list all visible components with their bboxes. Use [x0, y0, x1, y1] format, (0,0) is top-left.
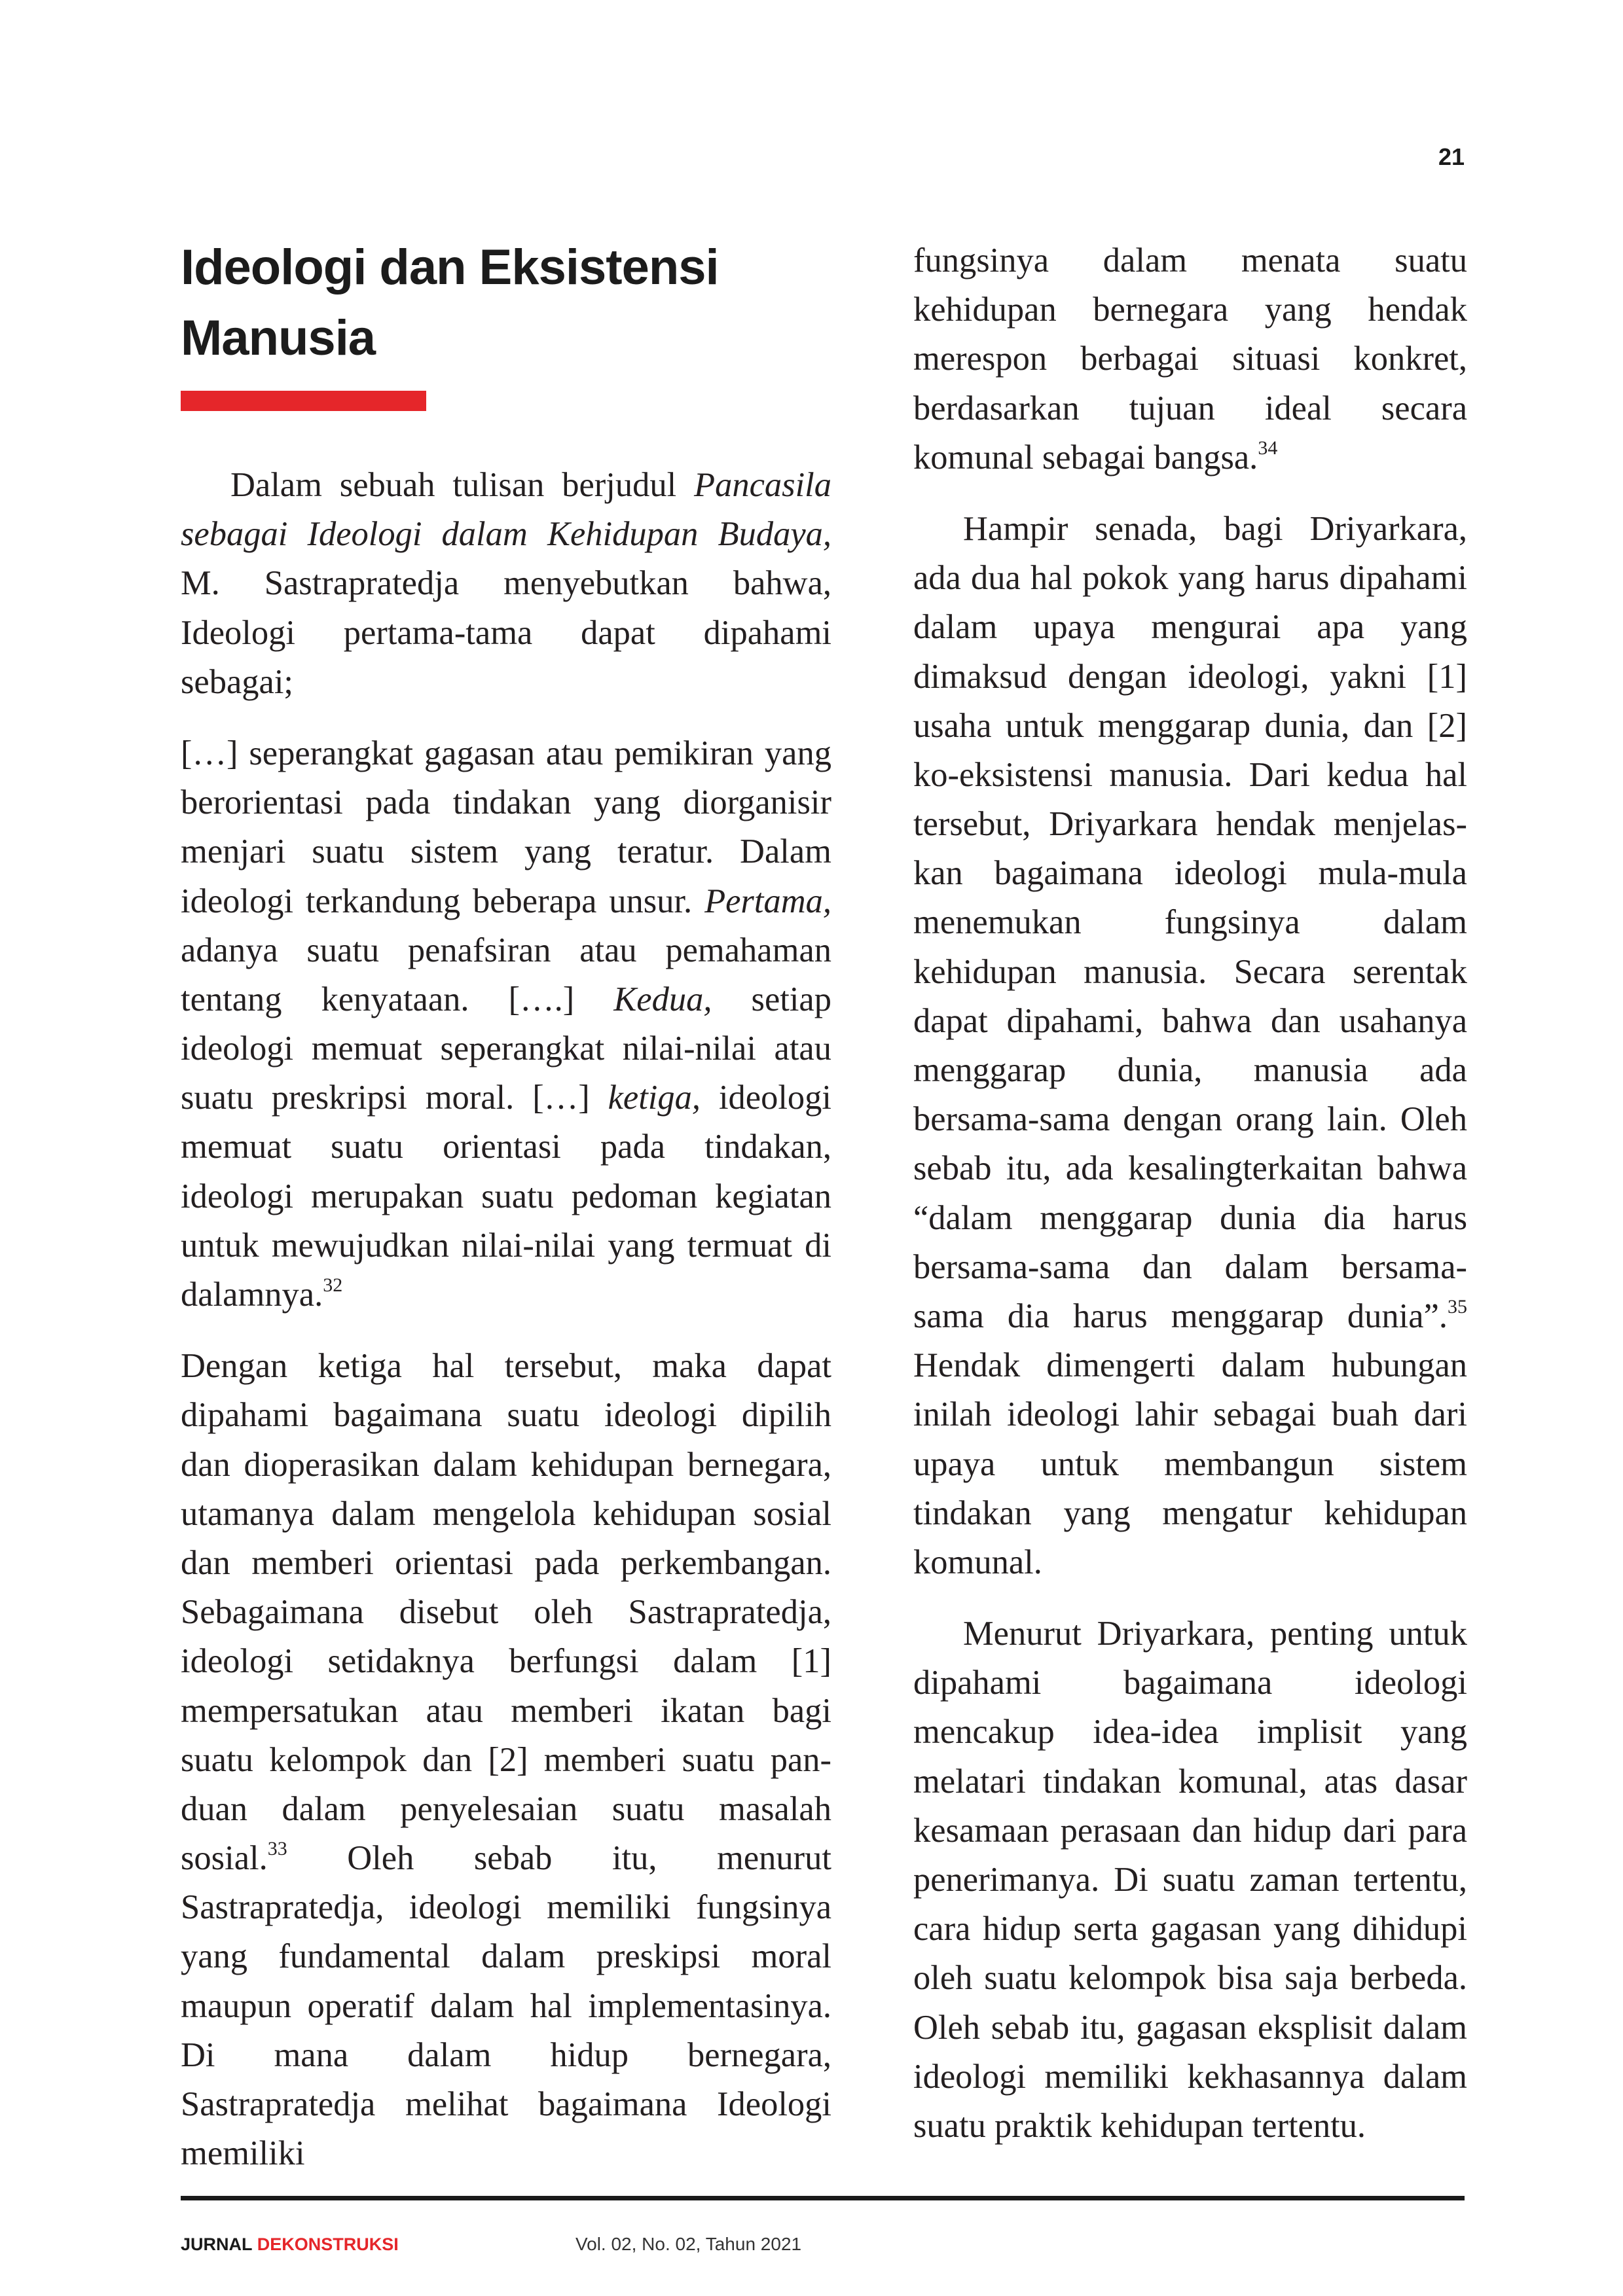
emphasis-text: ketiga,: [608, 1079, 701, 1117]
text-line: [181, 658, 831, 707]
line-text: Dalam sebuah tulisan berjudul: [230, 466, 695, 504]
text-line: [913, 849, 1467, 898]
line-text: ideologi merupakan suatu pedoman kegiatan: [181, 1177, 831, 1215]
line-text: dipahami bagaimana ideologi: [913, 1664, 1467, 1702]
text-line: [181, 1122, 831, 1172]
text-line: [913, 285, 1467, 334]
line-text: upaya untuk membangun sistem: [913, 1444, 1467, 1483]
text-line: [913, 1708, 1467, 1757]
text-line: [913, 1440, 1467, 1489]
line-text: dimaksud dengan ideologi, yakni [1]: [913, 657, 1467, 696]
line-text: berorientasi pada tindakan yang diorganisir: [181, 783, 831, 822]
text-line: [913, 1905, 1467, 1954]
line-text: mencakup idea-idea implisit yang: [913, 1713, 1467, 1751]
journal-name: [181, 2234, 399, 2254]
line-text: Menurut Driyarkara, penting untuk: [963, 1615, 1467, 1653]
text-line: [913, 236, 1467, 285]
line-text: Hendak dimengerti dalam hubungan: [913, 1346, 1467, 1385]
text-line: [913, 2053, 1467, 2102]
line-text: Sebagaimana disebut oleh Sastrapratedja,: [181, 1593, 831, 1632]
line-text: penerimanya. Di suatu zaman tertentu,: [913, 1861, 1467, 1899]
journal-title: DEKONSTRUKSI: [257, 2234, 399, 2254]
line-text: […] seperangkat gagasan atau pemikiran yang: [181, 734, 831, 772]
text-line: [181, 1883, 831, 1932]
page-number: 21: [1438, 143, 1465, 170]
text-line: [913, 1954, 1467, 2003]
text-line: [181, 1785, 831, 1834]
line-text: dapat dipahami, bahwa dan usahanya: [913, 1001, 1467, 1040]
line-text: adanya suatu penafsiran atau pemahaman: [181, 931, 831, 969]
text-line: [913, 751, 1467, 800]
text-line: [181, 827, 831, 876]
text-line: [181, 1441, 831, 1490]
line-text: maupun operatif dalam hal implementasinya.: [181, 1986, 831, 2025]
line-text: kesamaan perasaan dan hidup dari para: [913, 1811, 1467, 1850]
text-line: [913, 384, 1467, 433]
line-text: suatu kelompok dan [2] memberi suatu pan-: [181, 1740, 831, 1779]
line-text: dan dioperasikan dalam kehidupan bernegara,: [181, 1445, 831, 1484]
line-text: ideologi: [701, 1079, 831, 1117]
text-line: [181, 1024, 831, 1073]
text-line: [181, 1637, 831, 1686]
issue-info: Vol. 02, No. 02, Tahun 2021: [575, 2234, 802, 2254]
text-line: [181, 1172, 831, 1221]
footer-rule: [181, 2196, 1465, 2200]
text-line: [181, 975, 831, 1024]
line-text: Oleh sebab itu, menurut: [287, 1839, 831, 1878]
title-line: Manusia: [181, 310, 376, 366]
page-footer: [181, 2233, 835, 2256]
text-line: [181, 1736, 831, 1785]
line-text: memuat suatu orientasi pada tindakan,: [181, 1128, 831, 1166]
footnote-ref: 34: [1258, 437, 1278, 459]
line-text: ideologi terkandung beberapa unsur.: [181, 882, 705, 920]
line-text: memiliki: [181, 2134, 305, 2173]
line-text: kehidupan manusia. Secara serentak: [913, 952, 1467, 991]
line-text: fungsinya dalam menata suatu: [913, 242, 1467, 279]
text-line: [913, 997, 1467, 1046]
title-line: Ideologi dan Eksistensi: [181, 240, 719, 295]
text-line: [181, 1270, 831, 1319]
text-line: [913, 1292, 1467, 1341]
text-line: [913, 2003, 1467, 2053]
emphasis-text: Pancasila: [694, 466, 831, 504]
text-line: [913, 1095, 1467, 1144]
text-line: [913, 1489, 1467, 1538]
text-line: [913, 603, 1467, 652]
line-text: untuk mewujudkan nilai-nilai yang termuat di: [181, 1226, 831, 1265]
line-text: oleh suatu kelompok bisa saja berbeda.: [913, 1959, 1467, 1998]
line-text: Dengan ketiga hal tersebut, maka dapat: [181, 1347, 831, 1386]
line-text: Di mana dalam hidup bernegara,: [181, 2036, 831, 2074]
text-line: [913, 1538, 1467, 1587]
text-line: [913, 1856, 1467, 1905]
text-line: [181, 729, 831, 778]
line-text: suatu praktik kehidupan tertentu.: [913, 2106, 1366, 2145]
text-line: [181, 1073, 831, 1122]
line-text: tersebut, Driyarkara hendak menjelas-: [913, 805, 1467, 844]
line-text: merespon berbagai situasi konkret,: [913, 340, 1467, 378]
text-line: [181, 2129, 831, 2178]
line-text: Oleh sebab itu, gagasan eksplisit dalam: [913, 2008, 1467, 2047]
text-line: [913, 898, 1467, 947]
text-line: [181, 609, 831, 658]
text-line: [913, 1757, 1467, 1806]
line-text: suatu preskripsi moral. […]: [181, 1079, 608, 1117]
line-text: inilah ideologi lahir sebagai buah dari: [913, 1395, 1467, 1434]
text-line: [181, 1932, 831, 1981]
line-text: setiap: [712, 980, 831, 1018]
text-line: [913, 1046, 1467, 1095]
line-text: duan dalam penyelesaian suatu masalah: [181, 1789, 831, 1828]
text-line: [913, 653, 1467, 702]
text-line: [913, 1390, 1467, 1439]
line-text: tindakan yang mengatur kehidupan: [913, 1494, 1467, 1532]
text-line: [913, 1659, 1467, 1708]
text-line: [913, 334, 1467, 384]
line-text: dalamnya.: [181, 1276, 323, 1314]
line-text: menggarap dunia, manusia ada: [913, 1051, 1467, 1089]
line-text: usaha untuk menggarap dunia, dan [2]: [913, 706, 1467, 745]
line-text: ideologi memuat seperangkat nilai-nilai atau: [181, 1030, 831, 1068]
line-text: kehidupan bernegara yang hendak: [913, 291, 1467, 329]
text-line: [181, 1834, 831, 1883]
text-line: [181, 877, 831, 926]
text-line: [181, 1221, 831, 1270]
text-line: [181, 461, 831, 510]
text-line: [913, 554, 1467, 603]
text-line: [913, 1609, 1467, 1659]
emphasis-text: Pertama,: [704, 882, 831, 920]
text-line: [913, 1341, 1467, 1390]
text-line: [913, 702, 1467, 751]
text-line: [181, 2031, 831, 2080]
line-text: menemukan fungsinya dalam: [913, 903, 1467, 942]
paragraph: [181, 1342, 831, 2178]
text-line: [913, 1144, 1467, 1193]
emphasis-text: Kedua,: [613, 980, 712, 1018]
line-text: sosial.: [181, 1839, 268, 1878]
line-text: tentang kenyataan. [….]: [181, 980, 614, 1018]
text-line: [181, 926, 831, 975]
line-text: menjari suatu sistem yang teratur. Dalam: [181, 833, 831, 871]
footnote-ref: 35: [1448, 1295, 1467, 1318]
journal-prefix: JURNAL: [181, 2234, 253, 2254]
line-text: komunal sebagai bangsa.: [913, 438, 1258, 476]
text-line: [181, 1391, 831, 1440]
line-text: melatari tindakan komunal, atas dasar: [913, 1762, 1467, 1801]
line-text: ideologi memiliki kekhasannya dalam: [913, 2057, 1467, 2096]
footnote-ref: 32: [323, 1274, 343, 1296]
line-text: berdasarkan tujuan ideal secara: [913, 389, 1467, 427]
line-text: Sastrapratedja, ideologi memiliki fungsinya: [181, 1888, 831, 1927]
paragraph: [181, 461, 831, 707]
text-line: [913, 1806, 1467, 1856]
line-text: yang fundamental dalam preskipsi moral: [181, 1937, 831, 1976]
text-line: [181, 1342, 831, 1391]
footnote-ref: 33: [267, 1838, 287, 1860]
line-text: M. Sastrapratedja menyebutkan bahwa,: [181, 564, 831, 603]
text-line: [181, 559, 831, 608]
line-text: sebab itu, ada kesalingterkaitan bahwa: [913, 1149, 1467, 1188]
text-line: [913, 948, 1467, 997]
text-line: [181, 2080, 831, 2129]
article-title: [181, 232, 719, 374]
text-line: [181, 1982, 831, 2031]
text-line: [913, 505, 1467, 554]
text-line: [181, 1588, 831, 1637]
line-text: dalam upaya mengurai apa yang: [913, 608, 1467, 647]
text-line: [181, 1539, 831, 1588]
left-column: [181, 461, 831, 2178]
line-text: utamanya dalam mengelola kehidupan sosial: [181, 1494, 831, 1533]
line-text: mempersatukan atau memberi ikatan bagi: [181, 1691, 831, 1730]
line-text: ada dua hal pokok yang harus dipahami: [913, 559, 1467, 598]
text-line: [913, 1243, 1467, 1292]
line-text: sama dia harus menggarap dunia”.: [913, 1297, 1448, 1335]
right-column: [913, 236, 1467, 2151]
paragraph: [913, 1609, 1467, 2151]
line-text: bersama-sama dan dalam bersama-: [913, 1247, 1467, 1286]
line-text: Sastrapratedja melihat bagaimana Ideologi: [181, 2085, 831, 2123]
block-quote: [181, 729, 831, 1319]
text-line: [913, 800, 1467, 849]
text-line: [181, 778, 831, 827]
text-line: [913, 433, 1467, 482]
line-text: bersama-sama dengan orang lain. Oleh: [913, 1100, 1467, 1139]
line-text: Hampir senada, bagi Driyarkara,: [963, 509, 1467, 548]
line-text: Ideologi pertama-tama dapat dipahami: [181, 613, 831, 652]
line-text: cara hidup serta gagasan yang dihidupi: [913, 1910, 1467, 1948]
text-line: [181, 1490, 831, 1539]
paragraph: [913, 505, 1467, 1587]
line-text: dipahami bagaimana suatu ideologi dipilih: [181, 1396, 831, 1435]
line-text: ko-eksistensi manusia. Dari kedua hal: [913, 755, 1467, 794]
paragraph: [913, 236, 1467, 482]
line-text: kan bagaimana ideologi mula-mula: [913, 854, 1467, 893]
text-line: [181, 1687, 831, 1736]
line-text: “dalam menggarap dunia dia harus: [913, 1198, 1467, 1237]
emphasis-text: sebagai Ideologi dalam Kehidupan Budaya,: [181, 515, 831, 554]
line-text: ideologi setidaknya berfungsi dalam [1]: [181, 1642, 831, 1681]
text-line: [913, 2102, 1467, 2151]
title-accent-bar: [181, 391, 426, 411]
line-text: komunal.: [913, 1543, 1042, 1581]
text-line: [181, 510, 831, 559]
line-text: dan memberi orientasi pada perkembangan.: [181, 1543, 831, 1582]
line-text: sebagai;: [181, 662, 294, 701]
text-line: [913, 1194, 1467, 1243]
